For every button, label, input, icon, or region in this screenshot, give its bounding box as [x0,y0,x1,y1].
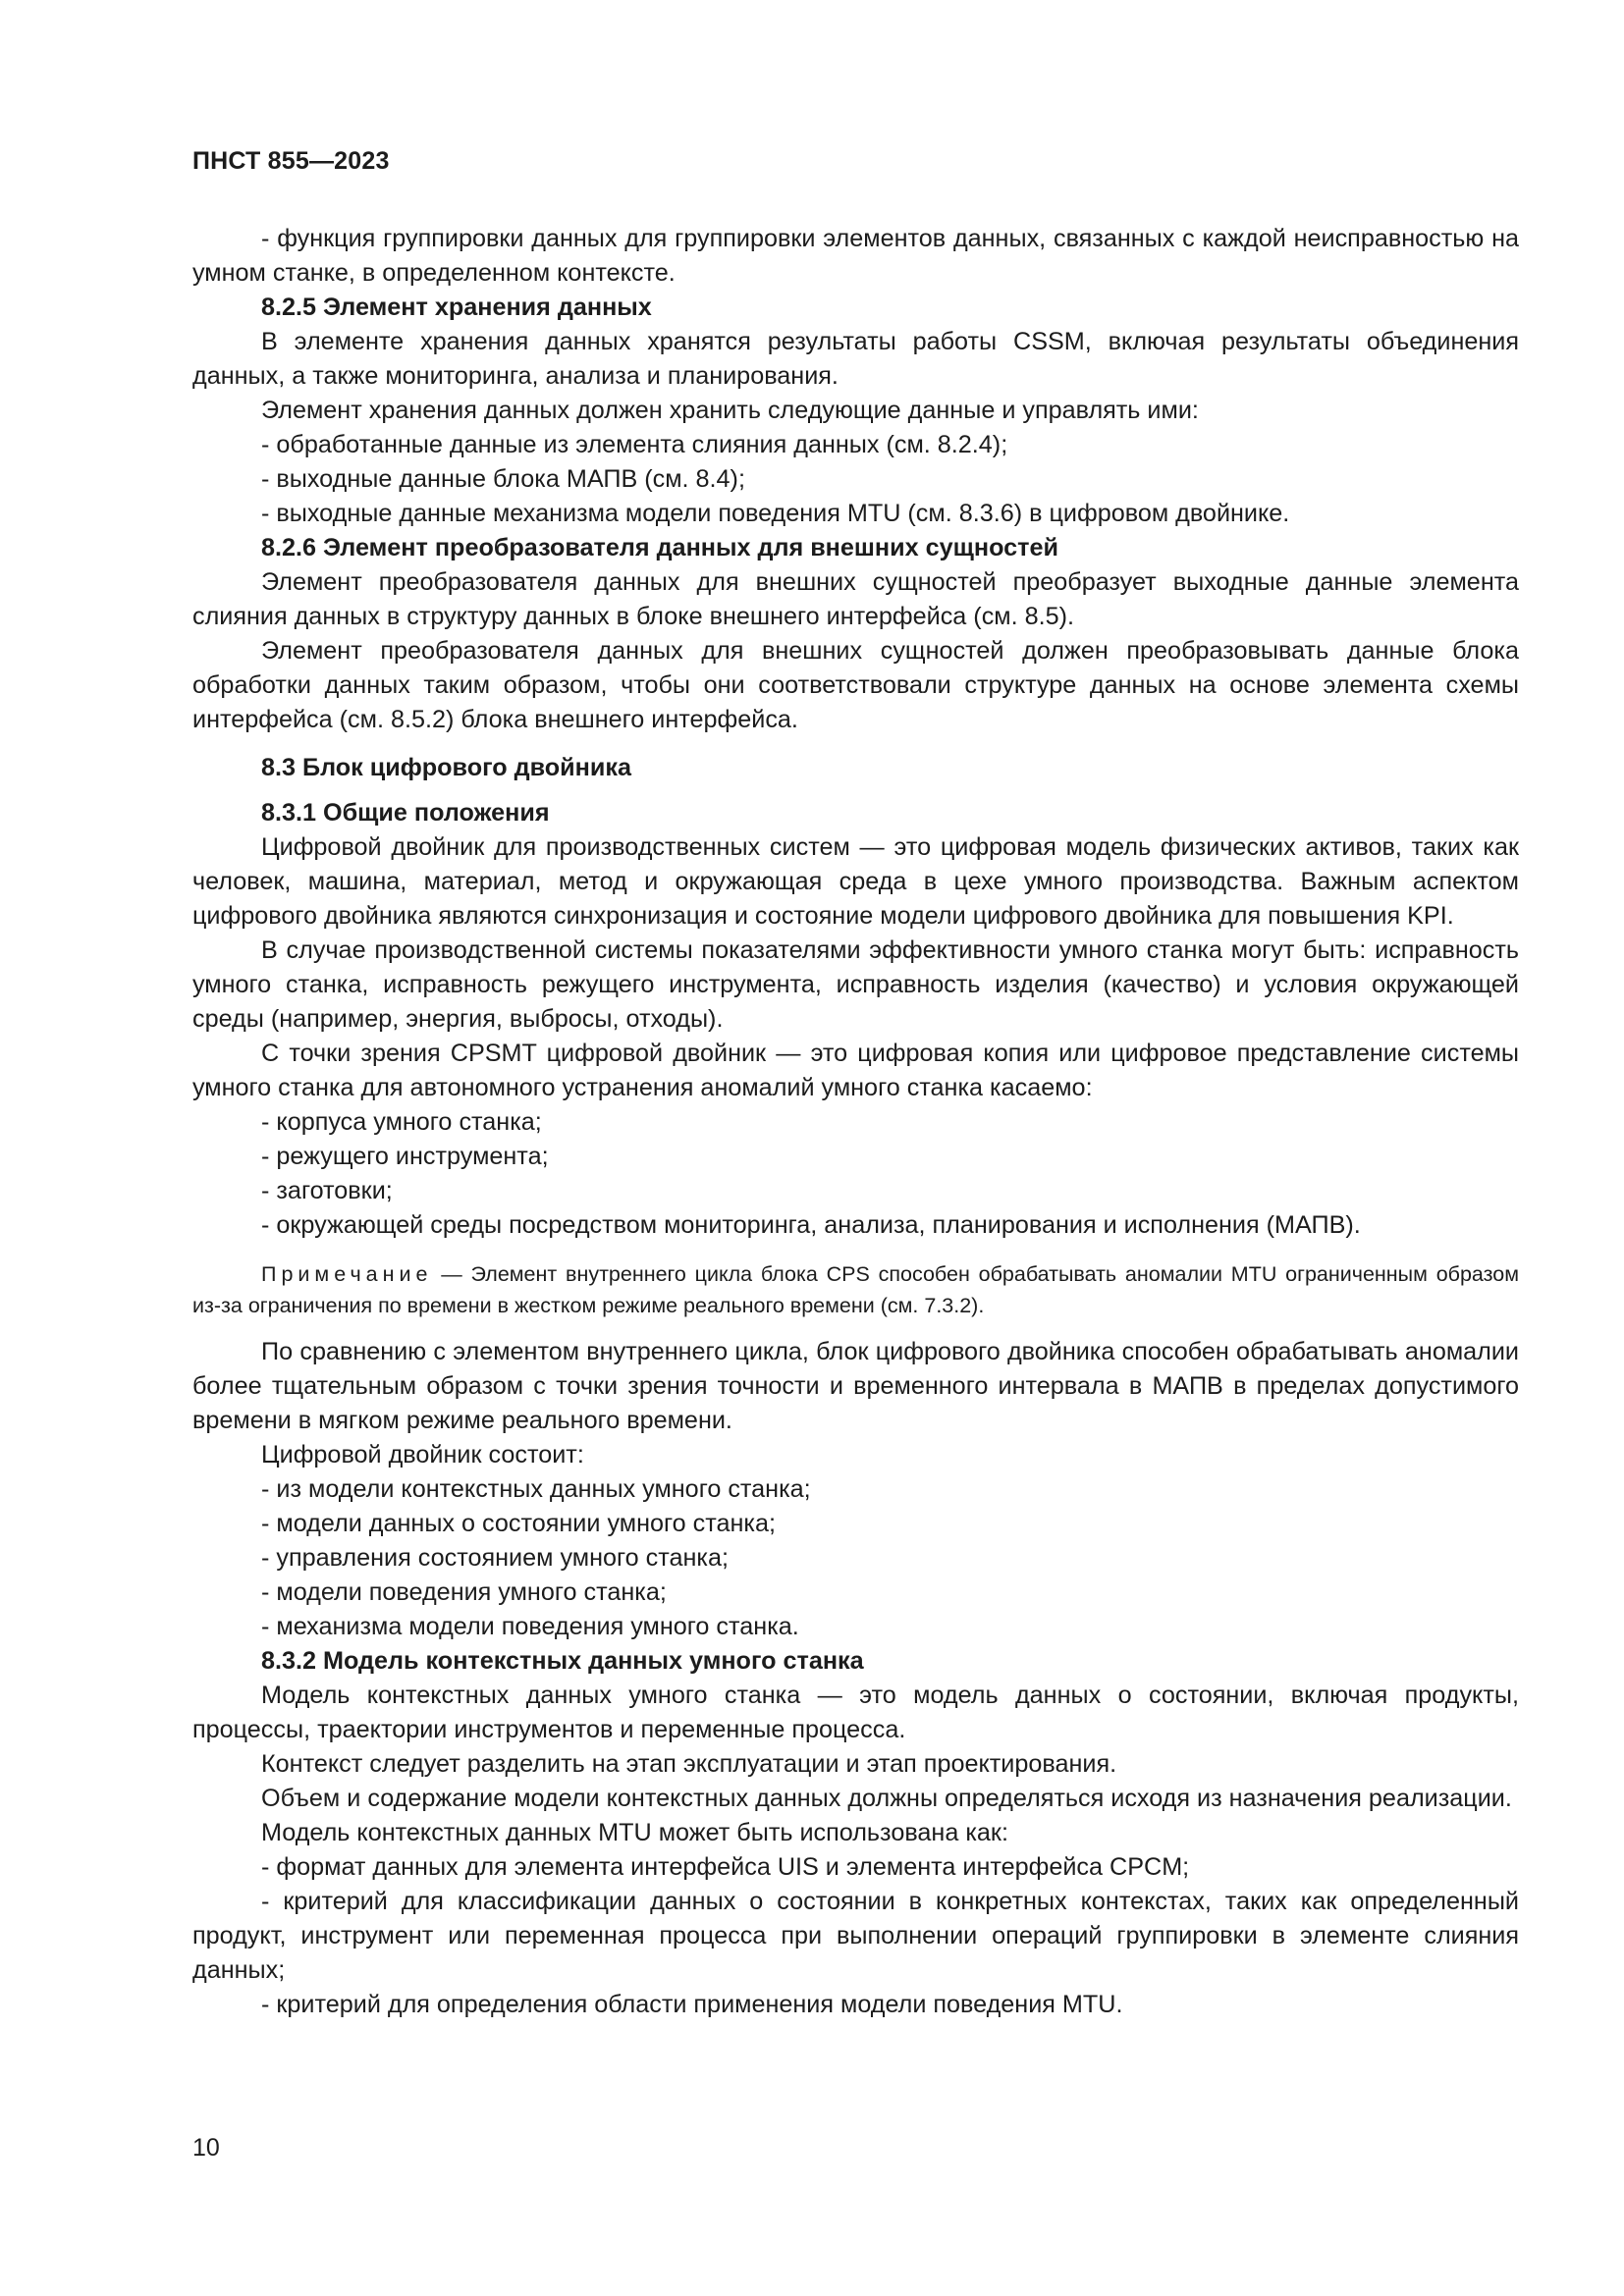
list-item: - механизма модели поведения умного станка. [261,1613,799,1640]
paragraph: Объем и содержание модели контекстных данных должны определяться исходя из назначения реализации. [261,1785,1512,1812]
note [192,1258,1519,1321]
list-item: - модели поведения умного станка; [261,1578,667,1606]
list-item: - управления состоянием умного станка; [261,1544,729,1572]
list-item: - окружающей среды посредством мониторинга, анализа, планирования и исполнения (МАПВ). [261,1211,1361,1239]
paragraph: В элементе хранения данных хранятся результаты работы CSSM, включая результаты объединения данных, а также мониторинга, анализа и планирования. [192,328,1519,390]
paragraph: Цифровой двойник для производственных систем — это цифровая модель физических активов, таких как человек, машина, материал, метод и окружающая среда в цехе умного производства. Важным аспектом цифрового двойника являются синхронизация и состояние модели цифрового двойника для повышения KPI. [192,833,1519,930]
paragraph: Цифровой двойник состоит: [261,1441,584,1468]
list-item: - корпуса умного станка; [261,1108,542,1136]
list-item: - выходные данные механизма модели поведения MTU (см. 8.3.6) в цифровом двойнике. [261,500,1290,527]
section-heading-8-3-2: 8.3.2 Модель контекстных данных умного станка [261,1647,864,1675]
paragraph: Элемент хранения данных должен хранить следующие данные и управлять ими: [261,397,1199,424]
paragraph: По сравнению с элементом внутреннего цикла, блок цифрового двойника способен обрабатывать аномалии более тщательным образом с точки зрения точности и временного интервала в МАПВ в пределах допустимого времени в мягком режиме реального времени. [192,1338,1519,1434]
section-heading-8-3: 8.3 Блок цифрового двойника [261,754,631,781]
paragraph: Контекст следует разделить на этап эксплуатации и этап проектирования. [261,1750,1117,1778]
list-item: - обработанные данные из элемента слияния данных (см. 8.2.4); [261,431,1008,458]
note-label: Примечание [261,1262,433,1286]
document-body [192,222,1519,2022]
paragraph: В случае производственной системы показателями эффективности умного станка могут быть: исправность умного станка, исправность режущего инструмента, исправность изделия (качество) и условия окружающей среды (например, энергия, выбросы, отходы). [192,936,1519,1033]
list-item: - режущего инструмента; [261,1143,549,1170]
paragraph: Модель контекстных данных MTU может быть использована как: [261,1819,1008,1846]
list-item: - формат данных для элемента интерфейса UIS и элемента интерфейса CPCM; [261,1853,1190,1881]
list-item: - из модели контекстных данных умного станка; [261,1475,811,1503]
paragraph: С точки зрения CPSMT цифровой двойник — это цифровая копия или цифровое представление системы умного станка для автономного устранения аномалий умного станка касаемо: [192,1040,1519,1101]
paragraph: Элемент преобразователя данных для внешних сущностей преобразует выходные данные элемента слияния данных в структуру данных в блоке внешнего интерфейса (см. 8.5). [192,568,1519,630]
paragraph: - функция группировки данных для группировки элементов данных, связанных с каждой неисправностью на умном станке, в определенном контексте. [192,225,1519,287]
list-item: - заготовки; [261,1177,393,1204]
paragraph: Модель контекстных данных умного станка — это модель данных о состоянии, включая продукты, процессы, траектории инструментов и переменные процесса. [192,1682,1519,1743]
section-heading-8-2-5: 8.2.5 Элемент хранения данных [261,294,652,321]
section-heading-8-2-6: 8.2.6 Элемент преобразователя данных для внешних сущностей [261,534,1058,561]
document-header: ПНСТ 855—2023 [192,147,390,175]
list-item: - выходные данные блока МАПВ (см. 8.4); [261,465,745,493]
paragraph: Элемент преобразователя данных для внешних сущностей должен преобразовывать данные блока обработки данных таким образом, чтобы они соответствовали структуре данных на основе элемента схемы интерфейса (см. 8.5.2) блока внешнего интерфейса. [192,637,1519,733]
page-number: 10 [192,2134,220,2162]
section-heading-8-3-1: 8.3.1 Общие положения [261,799,550,827]
list-item: - модели данных о состоянии умного станка; [261,1510,776,1537]
note-text: — Элемент внутреннего цикла блока CPS способен обрабатывать аномалии MTU ограниченным образом из-за ограничения по времени в жестком режиме реального времени (см. 7.3.2). [192,1262,1519,1317]
list-item: - критерий для определения области применения модели поведения MTU. [261,1991,1123,2018]
list-item: - критерий для классификации данных о состоянии в конкретных контекстах, таких как определенный продукт, инструмент или переменная процесса при выполнении операций группировки в элементе слияния данных; [192,1888,1519,1984]
